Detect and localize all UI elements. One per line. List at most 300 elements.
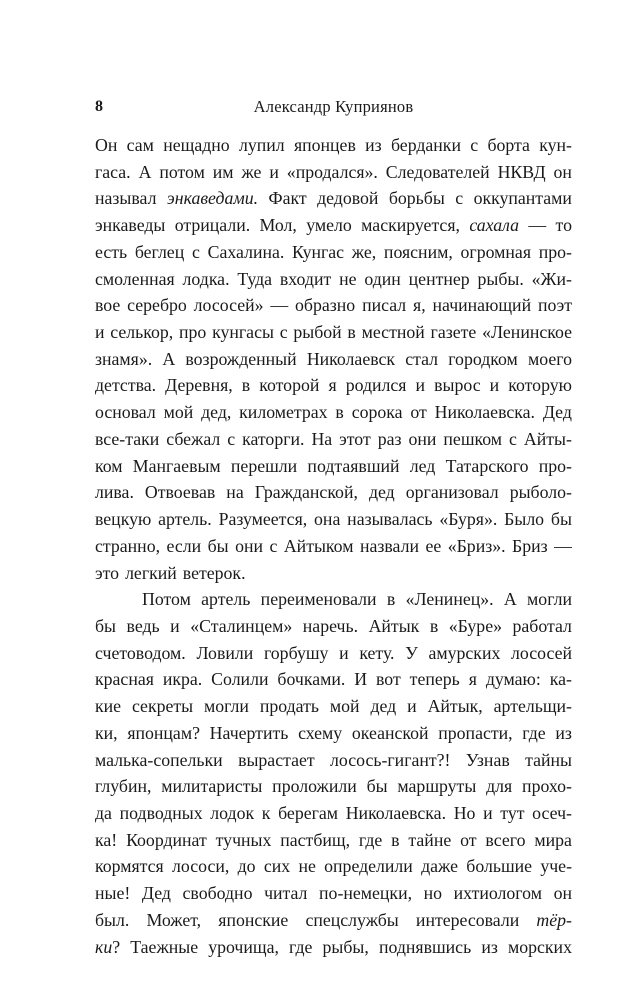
- word: [110, 319, 173, 346]
- word-text: нещадно: [163, 135, 230, 155]
- word-text: к: [261, 802, 271, 823]
- word: [95, 132, 117, 159]
- word-text: Дед: [542, 402, 572, 423]
- word-text: НКВД: [497, 161, 546, 182]
- word-text: смоленная: [95, 268, 175, 289]
- word-text: пешком: [443, 428, 503, 449]
- word: [391, 827, 399, 854]
- word-text: он: [553, 883, 572, 904]
- word-text: странно,: [95, 535, 161, 556]
- text-line: [95, 773, 572, 800]
- word: [538, 292, 572, 319]
- word-text: кие: [95, 696, 122, 717]
- word-text: Мангаевым: [132, 455, 221, 476]
- word-text: кун-: [539, 135, 572, 155]
- word-text: дед: [370, 696, 397, 717]
- word-text: в: [386, 589, 396, 610]
- word-text: —: [554, 535, 572, 556]
- word-text: и: [407, 696, 417, 717]
- word-text: Таежные: [130, 936, 199, 957]
- word: [365, 132, 382, 159]
- word-text: Гражданской,: [254, 482, 358, 503]
- word-text: дедовой: [317, 188, 379, 209]
- word-text: борта: [487, 135, 530, 155]
- word: [95, 934, 120, 961]
- word: [95, 372, 156, 399]
- word: [397, 773, 476, 800]
- word: [323, 934, 369, 961]
- word-text: и: [269, 161, 279, 182]
- word: [408, 827, 451, 854]
- word: [293, 319, 341, 346]
- word: [127, 292, 187, 319]
- word: [470, 132, 478, 159]
- word-text: секреты: [131, 696, 194, 717]
- word-text: рыбы,: [322, 936, 369, 957]
- word: [536, 907, 572, 934]
- word-text: про-: [538, 241, 572, 262]
- word: [260, 212, 297, 239]
- text-line: [95, 586, 572, 613]
- word: [504, 506, 544, 533]
- text-line: [95, 212, 572, 239]
- word-text: схему: [298, 722, 343, 743]
- word: [354, 666, 367, 693]
- word-text: Кунгас: [292, 241, 345, 262]
- word-text: Ловили: [196, 642, 254, 663]
- word: [455, 185, 463, 212]
- text-line: [95, 239, 572, 266]
- word-text: малька-сопельки: [95, 749, 223, 770]
- word: [95, 453, 123, 480]
- italic-word: сахала: [469, 215, 520, 236]
- word: [298, 720, 342, 747]
- word: [346, 800, 446, 827]
- text-line: [95, 319, 572, 346]
- word-text: где: [358, 829, 383, 850]
- word-text: организовал: [405, 482, 499, 503]
- word-text: горбушу: [263, 642, 329, 663]
- word-text: Разумеется,: [218, 509, 308, 530]
- word: [555, 720, 572, 747]
- word: [387, 586, 395, 613]
- text-line: [95, 853, 572, 880]
- word: [95, 506, 151, 533]
- word: [448, 346, 518, 373]
- word: [359, 827, 382, 854]
- word: [208, 239, 285, 266]
- word: [179, 319, 206, 346]
- word: [498, 159, 546, 186]
- word: [237, 266, 272, 293]
- word: [359, 640, 394, 667]
- word-text: из: [365, 135, 382, 155]
- text-line: [95, 747, 572, 774]
- word: [269, 185, 307, 212]
- word: [314, 506, 340, 533]
- word: [339, 266, 356, 293]
- word-text: рыболо-: [509, 482, 572, 503]
- word-text: и: [95, 322, 105, 343]
- word: [95, 319, 105, 346]
- word-text: «Буре»: [448, 615, 502, 636]
- word-text: А: [162, 348, 176, 369]
- word: [324, 853, 413, 880]
- word-text: уче-: [540, 856, 572, 877]
- word: [466, 853, 532, 880]
- word-text: он: [553, 161, 572, 182]
- word-text: где: [289, 936, 313, 957]
- word-text: берданки: [390, 135, 461, 155]
- text-line: [95, 934, 572, 961]
- text-line: [95, 159, 572, 186]
- word: [540, 853, 572, 880]
- word-text: мой: [329, 696, 360, 717]
- word: [183, 560, 246, 587]
- word-text: ее: [425, 535, 442, 556]
- word-text: вырос: [434, 375, 481, 396]
- word: [159, 159, 205, 186]
- word-text: У: [405, 642, 418, 663]
- word-text: проложили: [272, 776, 357, 797]
- text-line: [95, 640, 572, 667]
- word-text: Айты-: [523, 428, 572, 449]
- word: [95, 185, 156, 212]
- word: [439, 506, 497, 533]
- word-text: Потом: [142, 589, 191, 610]
- word: [409, 266, 470, 293]
- word: [376, 666, 401, 693]
- word-text: в: [391, 829, 400, 850]
- word: [192, 239, 200, 266]
- word-text: ветерок.: [182, 562, 246, 583]
- word-text: всего: [485, 829, 526, 850]
- word: [219, 506, 308, 533]
- paragraph: [95, 132, 572, 586]
- word: [196, 640, 253, 667]
- word: [95, 853, 164, 880]
- word: [165, 372, 233, 399]
- word: [330, 747, 450, 774]
- word: [409, 426, 437, 453]
- word: [384, 239, 453, 266]
- word-text: от: [460, 829, 477, 850]
- word-text: оккупантами: [473, 188, 572, 209]
- word: [226, 479, 243, 506]
- word: [238, 853, 256, 880]
- word: [378, 426, 402, 453]
- word-text: морских: [507, 936, 572, 957]
- word: [142, 586, 191, 613]
- word: [242, 372, 250, 399]
- word-text: И: [354, 669, 368, 690]
- word: [261, 586, 377, 613]
- word-text: Туда: [237, 268, 273, 289]
- word: [509, 426, 517, 453]
- text-line: [95, 907, 572, 934]
- word-text: подтаявший: [307, 455, 400, 476]
- word: [360, 533, 419, 560]
- word-text: детства.: [95, 375, 157, 396]
- word-text: японские: [218, 909, 289, 930]
- word: [127, 132, 154, 159]
- word: [522, 773, 572, 800]
- word: [210, 800, 254, 827]
- word-text: берегам: [278, 802, 339, 823]
- word: [213, 159, 234, 186]
- word-text: потом: [159, 161, 205, 182]
- word-text: Татарского: [445, 455, 529, 476]
- word: [170, 613, 180, 640]
- word-text: рыбы.: [477, 268, 524, 289]
- word-text: милитаристы: [161, 776, 263, 797]
- word-text: Айтыком: [283, 535, 354, 556]
- word: [449, 613, 502, 640]
- word: [278, 800, 338, 827]
- word: [227, 426, 235, 453]
- word: [163, 666, 202, 693]
- word: [460, 827, 476, 854]
- word: [433, 292, 532, 319]
- word-text: подводных: [119, 802, 203, 823]
- word: [512, 533, 548, 560]
- word: [142, 880, 171, 907]
- word-text: дед,: [201, 402, 232, 423]
- word-text: входит: [279, 268, 332, 289]
- word: [158, 506, 212, 533]
- word: [162, 346, 175, 373]
- word-text: не: [339, 268, 357, 289]
- word-text: газете: [430, 322, 477, 343]
- word-text: Николаевск: [306, 348, 396, 369]
- word: [289, 934, 312, 961]
- word: [294, 132, 356, 159]
- word-text: умело: [306, 215, 352, 236]
- word: [550, 666, 572, 693]
- word-text: вое: [95, 295, 121, 316]
- word: [428, 640, 500, 667]
- word: [389, 185, 445, 212]
- word: [406, 586, 494, 613]
- word: [95, 159, 131, 186]
- word: [413, 292, 426, 319]
- word: [466, 747, 510, 774]
- word-text: японцам?: [127, 722, 200, 743]
- word: [161, 773, 262, 800]
- word-text: с: [509, 428, 517, 449]
- word: [239, 399, 327, 426]
- word-text: ведь: [126, 615, 160, 636]
- word: [272, 773, 357, 800]
- text-line: [95, 453, 572, 480]
- word-text: вот: [376, 669, 401, 690]
- word: [95, 613, 116, 640]
- word: [95, 640, 186, 667]
- word-text: в: [429, 615, 439, 636]
- word-text: же,: [351, 241, 377, 262]
- word: [201, 399, 231, 426]
- word-text: кормятся: [95, 856, 164, 877]
- word-text: где: [522, 722, 546, 743]
- word-text: свободно: [182, 883, 253, 904]
- word: [443, 426, 502, 453]
- word: [212, 319, 274, 346]
- word-text: осеч-: [532, 802, 572, 823]
- word: [216, 827, 272, 854]
- word: [346, 372, 407, 399]
- word-text: поэт: [537, 295, 572, 316]
- word-text: урочища,: [208, 936, 279, 957]
- word: [352, 239, 376, 266]
- word: [280, 319, 288, 346]
- word-text: мира: [534, 829, 572, 850]
- word-text: называлась: [347, 509, 433, 530]
- italic-word: ки: [95, 936, 113, 957]
- word-text: лупил: [238, 135, 285, 155]
- word-text: они: [235, 535, 263, 556]
- word: [95, 666, 154, 693]
- text-line: [95, 346, 572, 373]
- word: [391, 132, 461, 159]
- word: [510, 479, 572, 506]
- word-text: «Ленинец».: [405, 589, 494, 610]
- word-text: начинающий: [432, 295, 532, 316]
- word: [528, 346, 572, 373]
- word: [295, 292, 355, 319]
- word-text: про-: [538, 455, 572, 476]
- word: [352, 720, 429, 747]
- word-text: беглец: [134, 241, 185, 262]
- word-text: Начертить: [209, 722, 289, 743]
- word-text: ком: [95, 455, 123, 476]
- word-text: в: [241, 375, 251, 396]
- word-text: ка-: [549, 669, 572, 690]
- word-text: Солили: [211, 669, 269, 690]
- word-text: могли: [527, 589, 572, 610]
- word-text: «Ленинское: [482, 322, 572, 343]
- word: [556, 212, 572, 239]
- word: [532, 266, 572, 293]
- word: [95, 907, 129, 934]
- word-text: то: [555, 215, 572, 236]
- word: [95, 827, 117, 854]
- word: [490, 372, 500, 399]
- word: [425, 533, 441, 560]
- word: [554, 533, 572, 560]
- word-text: ка!: [95, 829, 118, 850]
- word-text: переименовали: [260, 589, 377, 610]
- word-text: теперь: [409, 669, 460, 690]
- word-text: читал: [264, 883, 308, 904]
- word-text: лосось-гигант?!: [330, 749, 451, 770]
- word-text: отрицали.: [174, 215, 251, 236]
- word: [525, 747, 572, 774]
- word-text: рыбой: [293, 322, 342, 343]
- word: [416, 372, 426, 399]
- word: [204, 693, 249, 720]
- word: [508, 934, 572, 961]
- word: [317, 185, 378, 212]
- word: [130, 934, 198, 961]
- word: [539, 453, 572, 480]
- word: [534, 827, 572, 854]
- word: [454, 800, 476, 827]
- word-text: лососей»: [193, 295, 264, 316]
- word-text: тучных: [215, 829, 272, 850]
- word-text: в: [335, 402, 344, 423]
- word-text: от: [410, 402, 427, 423]
- word: [201, 586, 250, 613]
- word-text: местной: [361, 322, 425, 343]
- word-text: пропасти,: [438, 722, 513, 743]
- word-text: один: [364, 268, 401, 289]
- word-text: тайне: [408, 829, 452, 850]
- word-text: и: [339, 642, 349, 663]
- word: [172, 853, 229, 880]
- word-text: определили: [324, 856, 413, 877]
- word: [347, 506, 432, 533]
- word-text: лед: [409, 455, 436, 476]
- word: [242, 426, 304, 453]
- word: [241, 159, 261, 186]
- word: [303, 613, 358, 640]
- word: [284, 533, 354, 560]
- word: [364, 266, 400, 293]
- body-text: [95, 132, 572, 960]
- word: [270, 292, 288, 319]
- word-text: и: [415, 375, 426, 396]
- word: [430, 613, 438, 640]
- word: [483, 800, 493, 827]
- word-text: с: [227, 428, 236, 449]
- word: [482, 319, 572, 346]
- word: [347, 319, 355, 346]
- word: [264, 880, 307, 907]
- word: [405, 640, 418, 667]
- word-text: с: [470, 135, 479, 155]
- word: [407, 693, 417, 720]
- word: [508, 372, 572, 399]
- word-text: основал: [95, 402, 156, 423]
- word: [126, 827, 207, 854]
- word-text: поясним,: [383, 241, 453, 262]
- word: [539, 132, 572, 159]
- word: [434, 372, 480, 399]
- word-text: счетоводом.: [95, 642, 186, 663]
- word: [362, 319, 425, 346]
- word-text: красная: [95, 669, 154, 690]
- word: [95, 720, 118, 747]
- word-text: сих: [263, 856, 291, 877]
- word-text: писал: [362, 295, 407, 316]
- word: [543, 399, 572, 426]
- word-text: работал: [512, 615, 572, 636]
- word: [522, 720, 545, 747]
- word-text: ки,: [95, 722, 118, 743]
- word: [95, 479, 134, 506]
- word: [185, 346, 296, 373]
- word-text: сбежал: [166, 428, 221, 449]
- word: [504, 586, 517, 613]
- word-text: А: [138, 161, 152, 182]
- text-line: [95, 800, 572, 827]
- word-text: артель.: [158, 509, 212, 530]
- word: [421, 853, 458, 880]
- text-line: [95, 399, 572, 426]
- word: [166, 426, 220, 453]
- word: [527, 586, 572, 613]
- word: [424, 880, 442, 907]
